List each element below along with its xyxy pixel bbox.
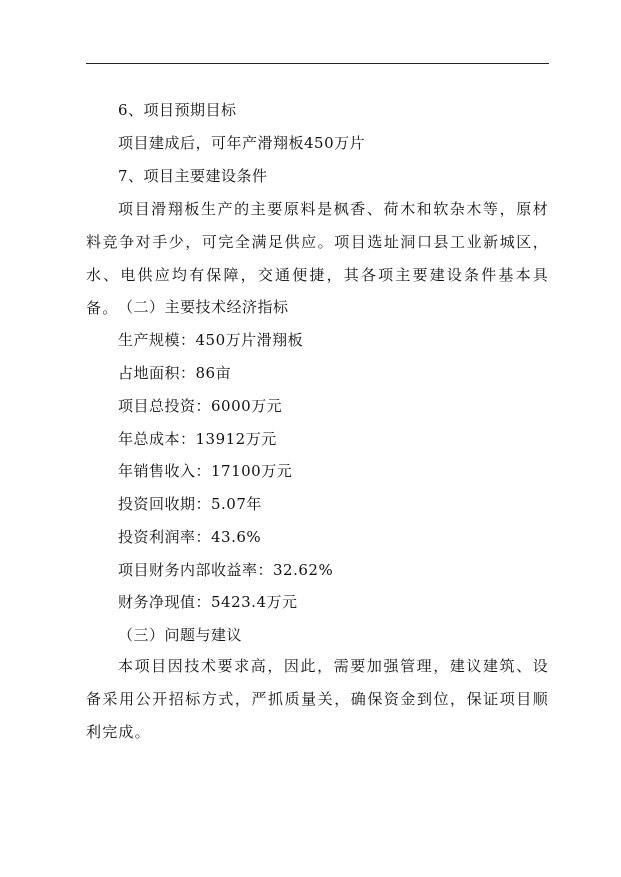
indicator-item: 投资利润率：43.6% bbox=[118, 528, 262, 546]
issues-heading: （三）问题与建议 bbox=[118, 626, 243, 644]
section7-paragraph-text: 项目滑翔板生产的主要原料是枫香、荷木和软杂木等，原材料竞争对手少，可完全满足供应。项目选址洞口县工业新城区，水、电供应均有保障，交通便捷，其各项主要建设条件基本具备。 bbox=[86, 200, 549, 317]
issues-paragraph-text: 本项目因技术要求高，因此，需要加强管理，建议建筑、设备采用公开招标方式，严抓质量关，确保资金到位，保证项目顺利完成。 bbox=[86, 657, 549, 741]
indicator-item: 项目总投资：6000万元 bbox=[118, 397, 283, 415]
indicator-item: 投资回收期：5.07年 bbox=[118, 495, 262, 513]
indicator-item: 财务净现值：5423.4万元 bbox=[118, 593, 298, 611]
indicator-item: 占地面积：86亩 bbox=[118, 364, 232, 382]
indicator-item: 年总成本：13912万元 bbox=[118, 430, 277, 448]
section6-heading: 6、项目预期目标 bbox=[118, 101, 237, 119]
section6-text: 项目建成后，可年产滑翔板450万片 bbox=[118, 134, 366, 152]
indicator-item: 年销售收入：17100万元 bbox=[118, 462, 293, 480]
header-rule bbox=[86, 63, 549, 64]
indicator-item: 生产规模：450万片滑翔板 bbox=[118, 331, 304, 349]
indicator-item: 项目财务内部收益率：32.62% bbox=[118, 561, 334, 579]
indicators-heading: （二）主要技术经济指标 bbox=[118, 298, 289, 316]
issues-paragraph bbox=[86, 650, 549, 749]
section7-heading: 7、项目主要建设条件 bbox=[118, 167, 268, 185]
